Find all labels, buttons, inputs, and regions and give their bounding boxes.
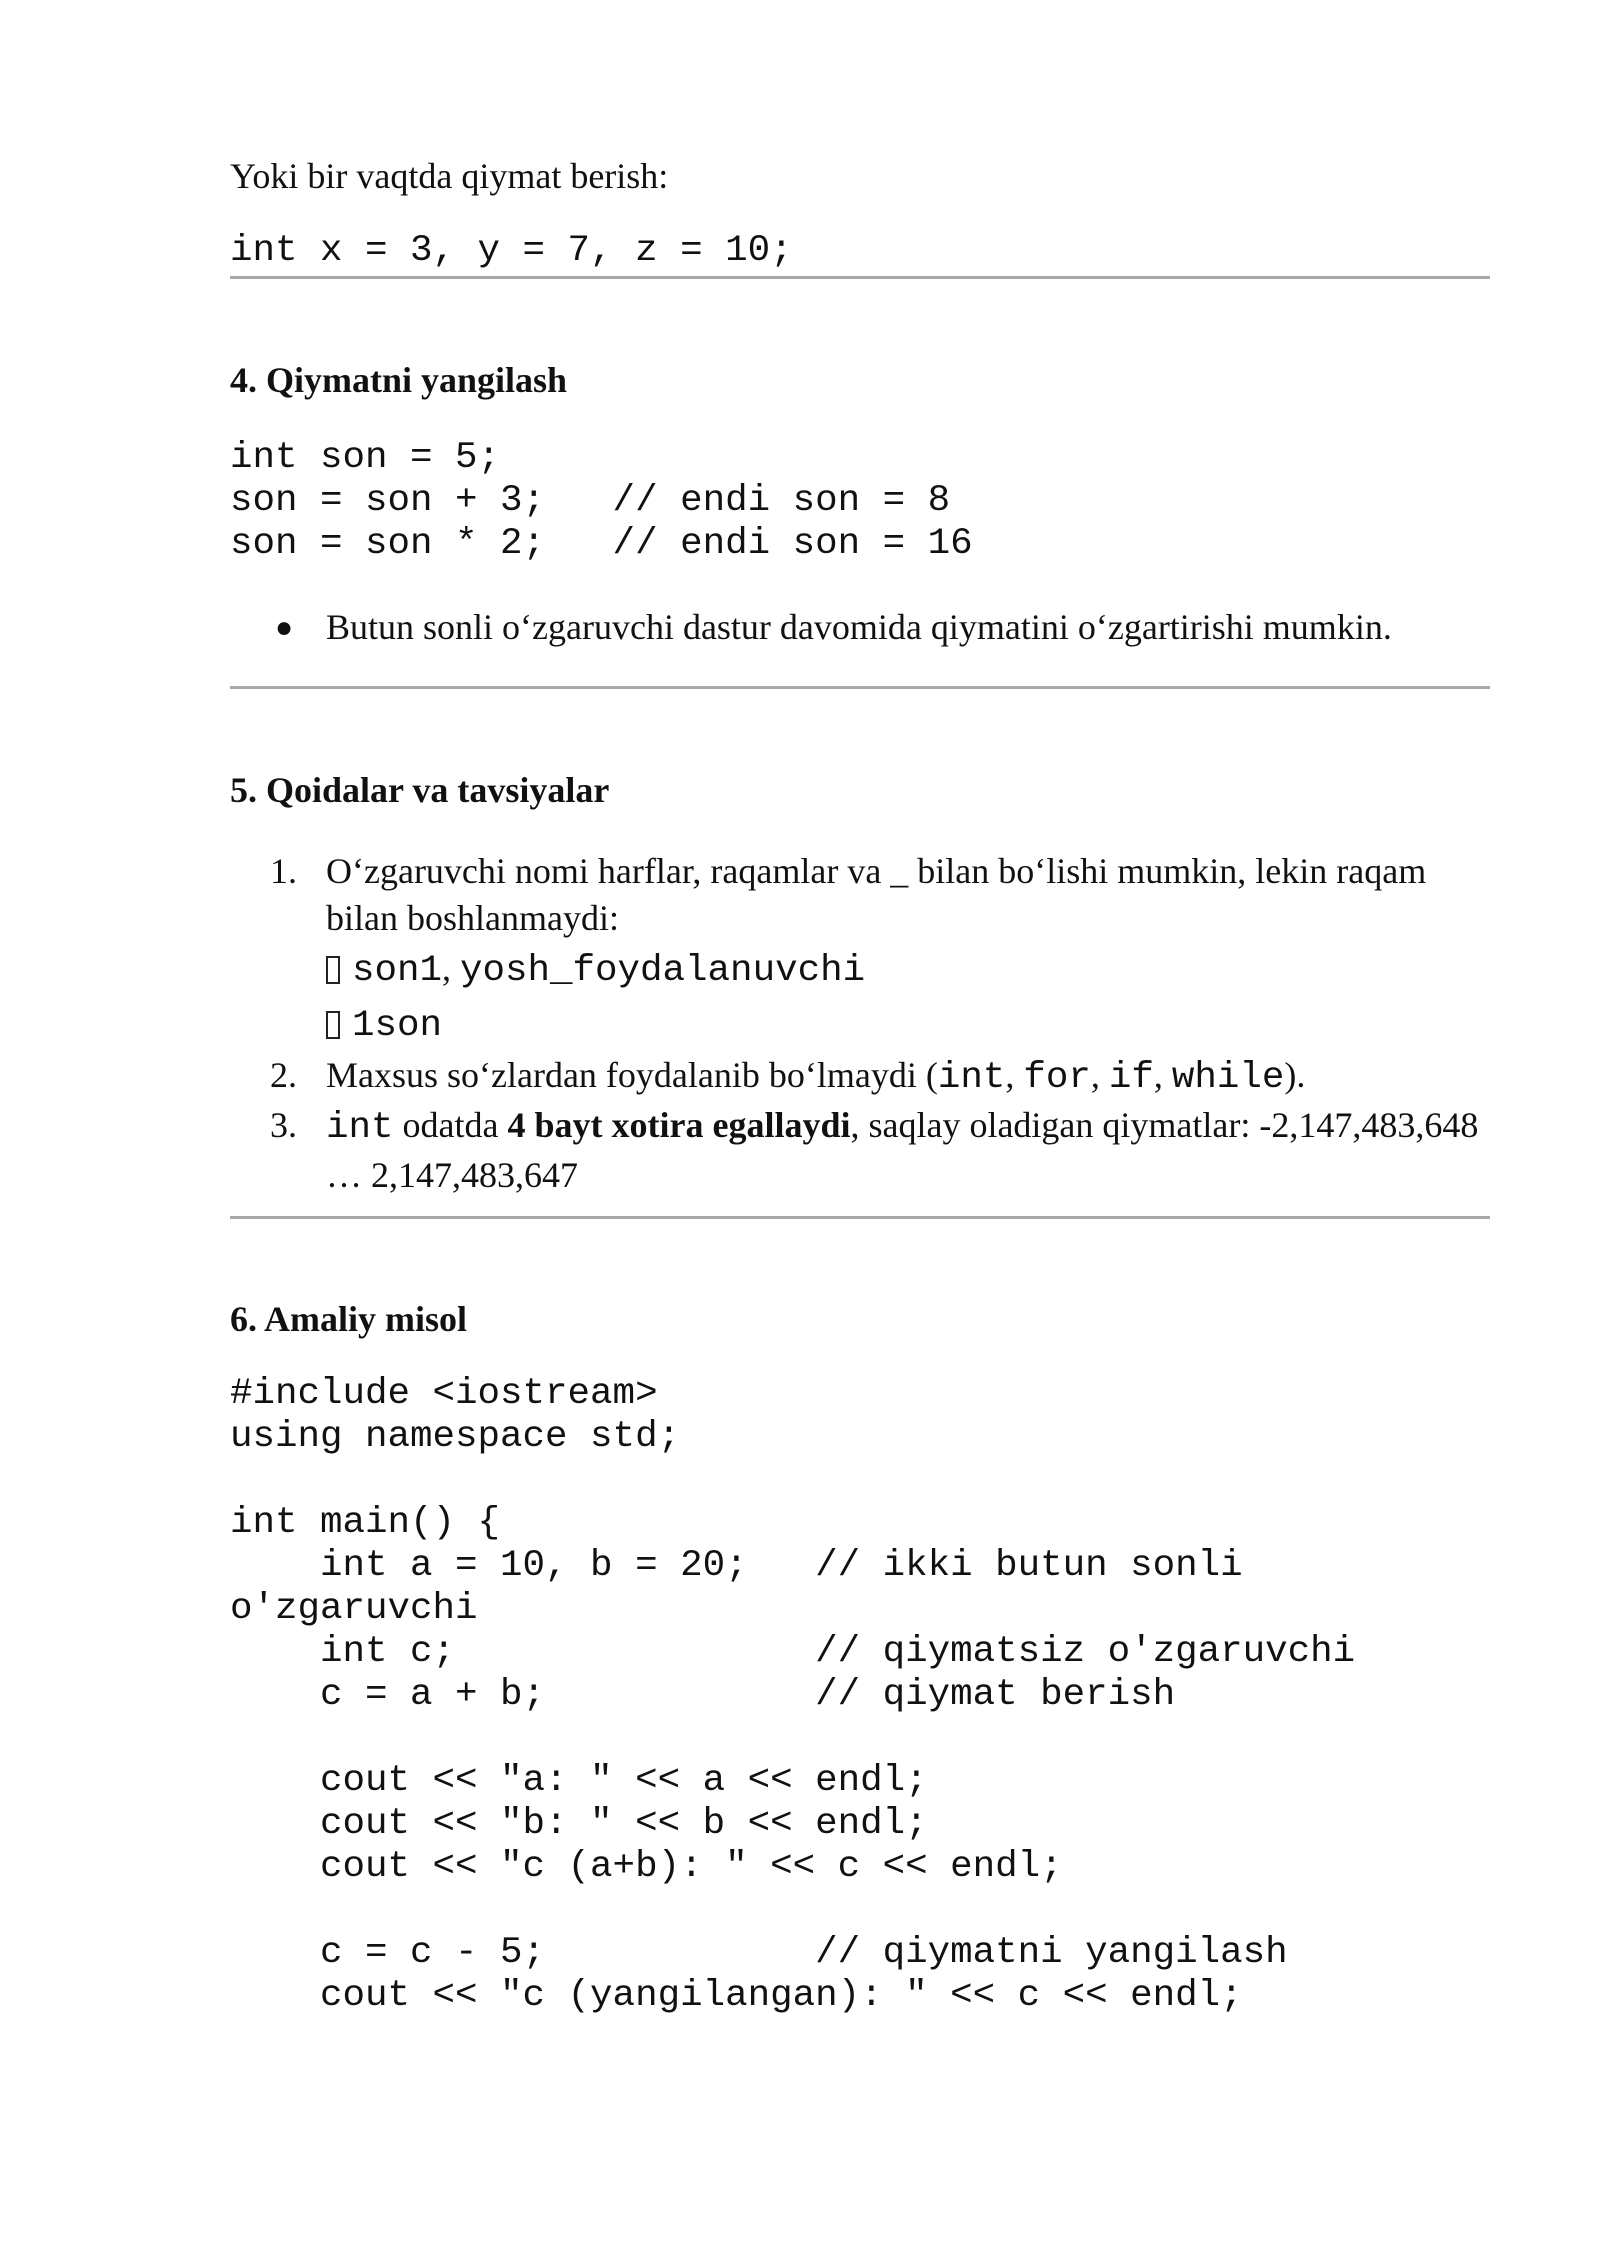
rule-3-mid: odatda bbox=[393, 1105, 508, 1145]
keyword-int: int bbox=[937, 1057, 1006, 1099]
bullet-marker: ● bbox=[275, 611, 294, 644]
list-item bbox=[230, 1052, 1490, 1102]
rule-3-suffix: , saqlay oladigan qiymatlar: -2,147,483,648 … 2,147,483,647 bbox=[326, 1105, 1479, 1195]
section-6-heading: 6. Amaliy misol bbox=[230, 1299, 468, 1339]
list-number: 2. bbox=[270, 1055, 297, 1095]
intro-code-block: int x = 3, y = 7, z = 10; bbox=[230, 230, 793, 272]
invalid-name-line bbox=[326, 997, 1490, 1052]
list-number: 3. bbox=[270, 1105, 297, 1145]
comma-separator: , bbox=[1153, 1055, 1172, 1095]
rule-2-suffix: ). bbox=[1284, 1055, 1306, 1095]
list-item bbox=[230, 1102, 1490, 1199]
section-6-code-block: #include <iostream> using namespace std; int main() { int a = 10, b = 20; // ikki butun sonli o'zgaruvchi int c; // qiymatsiz o'zgaruvchi c = a + b; // qiymat berish cout << "a: " << a << endl; cout << "b: " << b << endl; cout << "c (a+b): " << c << endl; c = c - 5; // qiymatni yangilash cout << "c (yangilangan): " << c << endl; bbox=[230, 1373, 1356, 2017]
list-item bbox=[230, 604, 1490, 651]
divider-1 bbox=[230, 276, 1490, 279]
list-number: 1. bbox=[270, 851, 297, 891]
check-box-icon bbox=[326, 956, 340, 984]
keyword-int: int bbox=[326, 1107, 394, 1149]
section-4-bullet-list bbox=[230, 604, 1490, 651]
bullet-text: Butun sonli o‘zgaruvchi dastur davomida qiymatini o‘zgartirishi mumkin. bbox=[326, 607, 1392, 647]
divider-3 bbox=[230, 1216, 1490, 1219]
comma-separator: , bbox=[1005, 1055, 1024, 1095]
rule-2-prefix: Maxsus so‘zlardan foydalanib bo‘lmaydi ( bbox=[326, 1055, 938, 1095]
invalid-name: 1son bbox=[352, 1005, 443, 1047]
section-5-heading: 5. Qoidalar va tavsiyalar bbox=[230, 770, 610, 810]
keyword-if: if bbox=[1108, 1057, 1154, 1099]
section-5-rules-list bbox=[230, 848, 1490, 1199]
comma-separator: , bbox=[1090, 1055, 1109, 1095]
section-4-heading: 4. Qiymatni yangilash bbox=[230, 360, 568, 400]
rule-1-text: O‘zgaruvchi nomi harflar, raqamlar va _ bilan bo‘lishi mumkin, lekin raqam bilan boshlanmaydi: bbox=[326, 851, 1427, 938]
valid-names-line bbox=[326, 942, 1490, 997]
list-item bbox=[230, 848, 1490, 1052]
valid-name-b: yosh_foydalanuvchi bbox=[460, 950, 866, 992]
intro-text: Yoki bir vaqtda qiymat berish: bbox=[230, 156, 669, 196]
rule-3-bold: 4 bayt xotira egallaydi bbox=[507, 1105, 851, 1145]
section-4-code-block: int son = 5; son = son + 3; // endi son = 8 son = son * 2; // endi son = 16 bbox=[230, 437, 973, 565]
keyword-for: for bbox=[1023, 1057, 1091, 1099]
keyword-while: while bbox=[1171, 1057, 1285, 1099]
cross-box-icon bbox=[326, 1011, 340, 1039]
valid-name-a: son1 bbox=[352, 950, 443, 992]
comma-separator: , bbox=[442, 948, 461, 988]
divider-2 bbox=[230, 686, 1490, 689]
